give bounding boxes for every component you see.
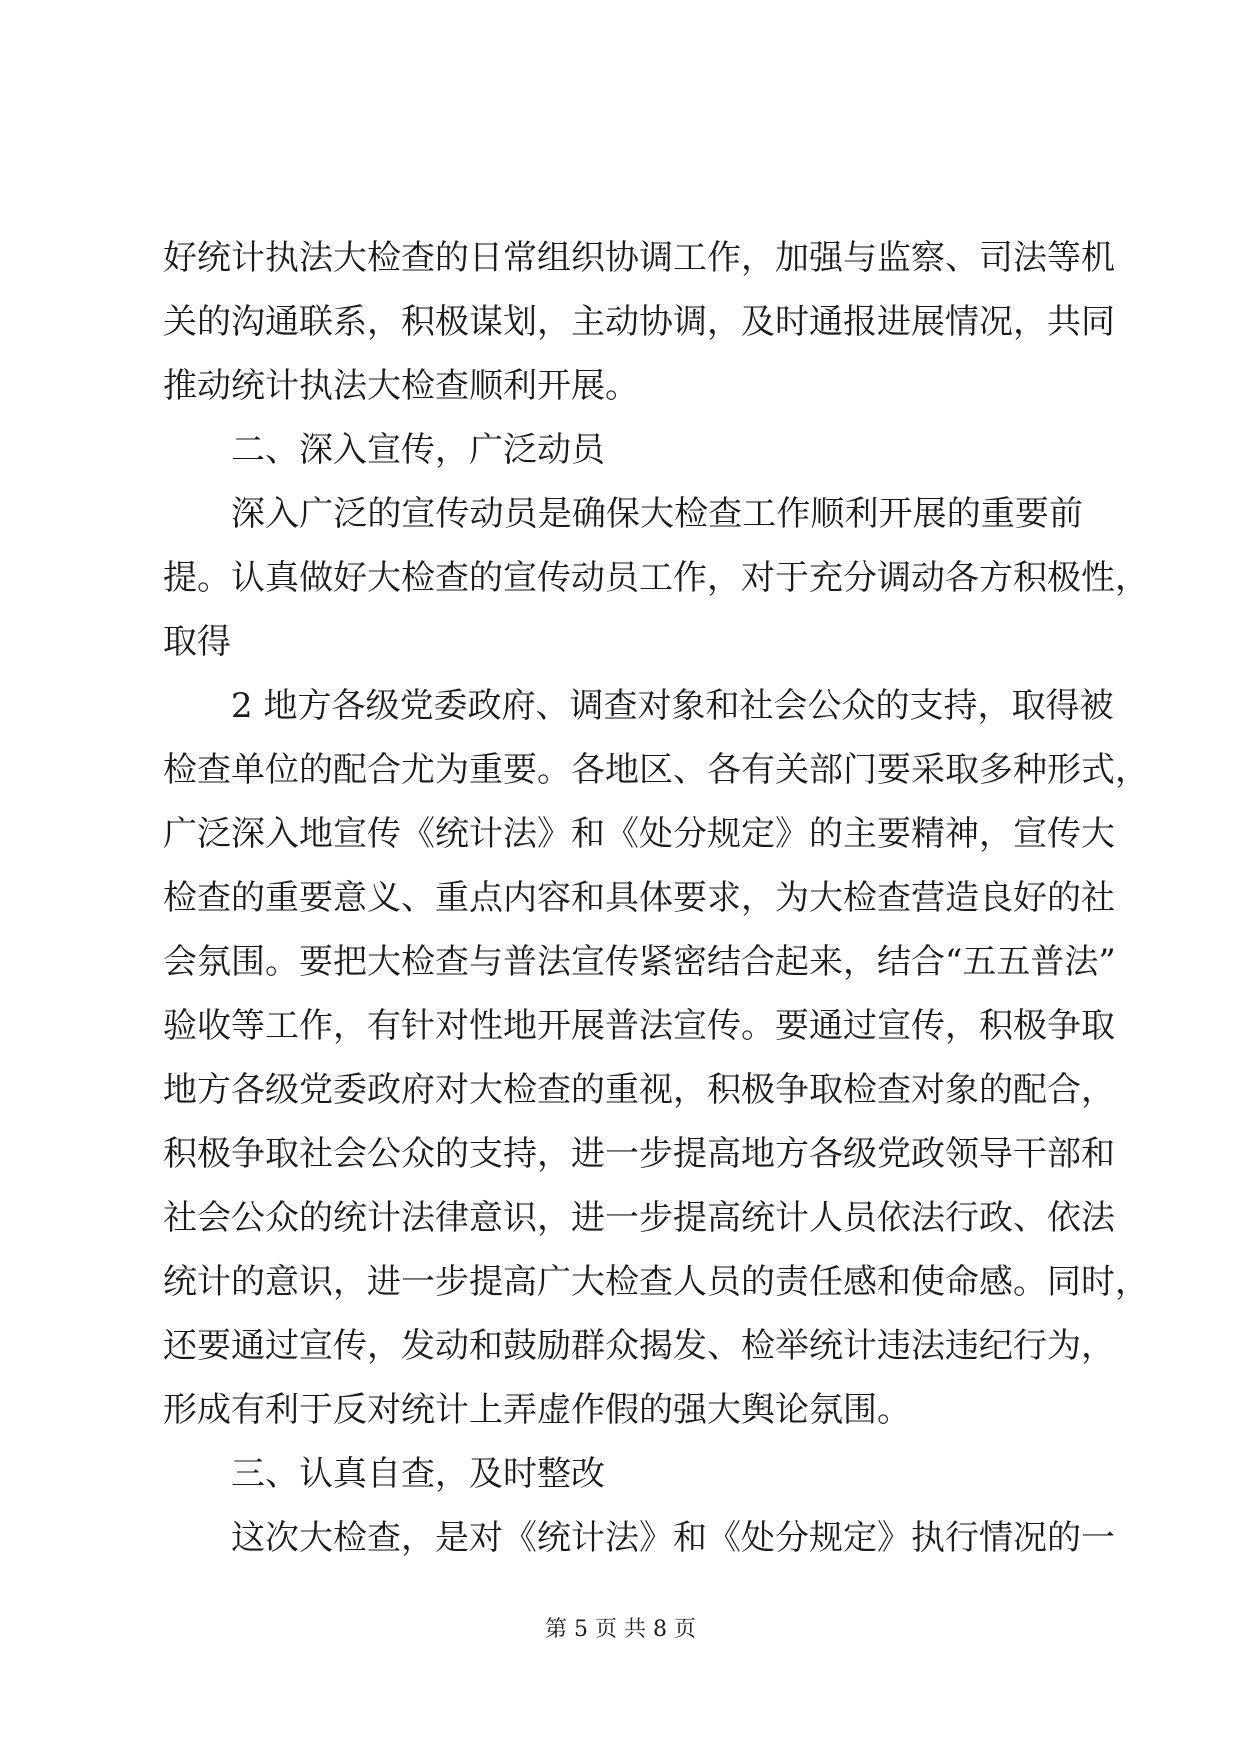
paragraph-line: 好统计执法大检查的日常组织协调工作，加强与监察、司法等机 — [163, 238, 1115, 278]
section-heading-2: 二、深入宣传，广泛动员 — [231, 430, 605, 470]
paragraph-line: 推动统计执法大检查顺利开展。 — [163, 366, 639, 406]
paragraph-line: 积极争取社会公众的支持，进一步提高地方各级党政领导干部和 — [163, 1134, 1115, 1174]
paragraph-line: 社会公众的统计法律意识，进一步提高统计人员依法行政、依法 — [163, 1198, 1115, 1238]
paragraph-line: 关的沟通联系，积极谋划，主动协调，及时通报进展情况，共同 — [163, 302, 1115, 342]
paragraph-line: 形成有利于反对统计上弄虚作假的强大舆论氛围。 — [163, 1390, 911, 1430]
paragraph-line: 地方各级党委政府对大检查的重视，积极争取检查对象的配合， — [163, 1070, 1115, 1110]
paragraph-line: 会氛围。要把大检查与普法宣传紧密结合起来，结合“五五普法” — [163, 942, 1116, 982]
paragraph-line: 2 地方各级党委政府、调查对象和社会公众的支持，取得被 — [231, 686, 1114, 726]
paragraph-line: 深入广泛的宣传动员是确保大检查工作顺利开展的重要前 — [231, 494, 1083, 534]
paragraph-line: 提。认真做好大检查的宣传动员工作，对于充分调动各方积极性， — [163, 558, 1149, 598]
paragraph-line: 检查单位的配合尤为重要。各地区、各有关部门要采取多种形式， — [163, 750, 1149, 790]
paragraph-line: 还要通过宣传，发动和鼓励群众揭发、检举统计违法违纪行为， — [163, 1326, 1115, 1366]
paragraph-line: 取得 — [163, 622, 231, 662]
section-heading-3: 三、认真自查，及时整改 — [231, 1454, 605, 1494]
paragraph-line: 统计的意识，进一步提高广大检查人员的责任感和使命感。同时， — [163, 1262, 1149, 1302]
paragraph-line: 验收等工作，有针对性地开展普法宣传。要通过宣传，积极争取 — [163, 1006, 1115, 1046]
paragraph-line: 检查的重要意义、重点内容和具体要求，为大检查营造良好的社 — [163, 878, 1115, 918]
paragraph-line: 广泛深入地宣传《统计法》和《处分规定》的主要精神，宣传大 — [163, 814, 1115, 854]
body-text — [163, 226, 1149, 1570]
page-footer: 第 5 页 共 8 页 — [545, 1617, 696, 1642]
paragraph-line: 这次大检查，是对《统计法》和《处分规定》执行情况的一 — [231, 1518, 1115, 1558]
